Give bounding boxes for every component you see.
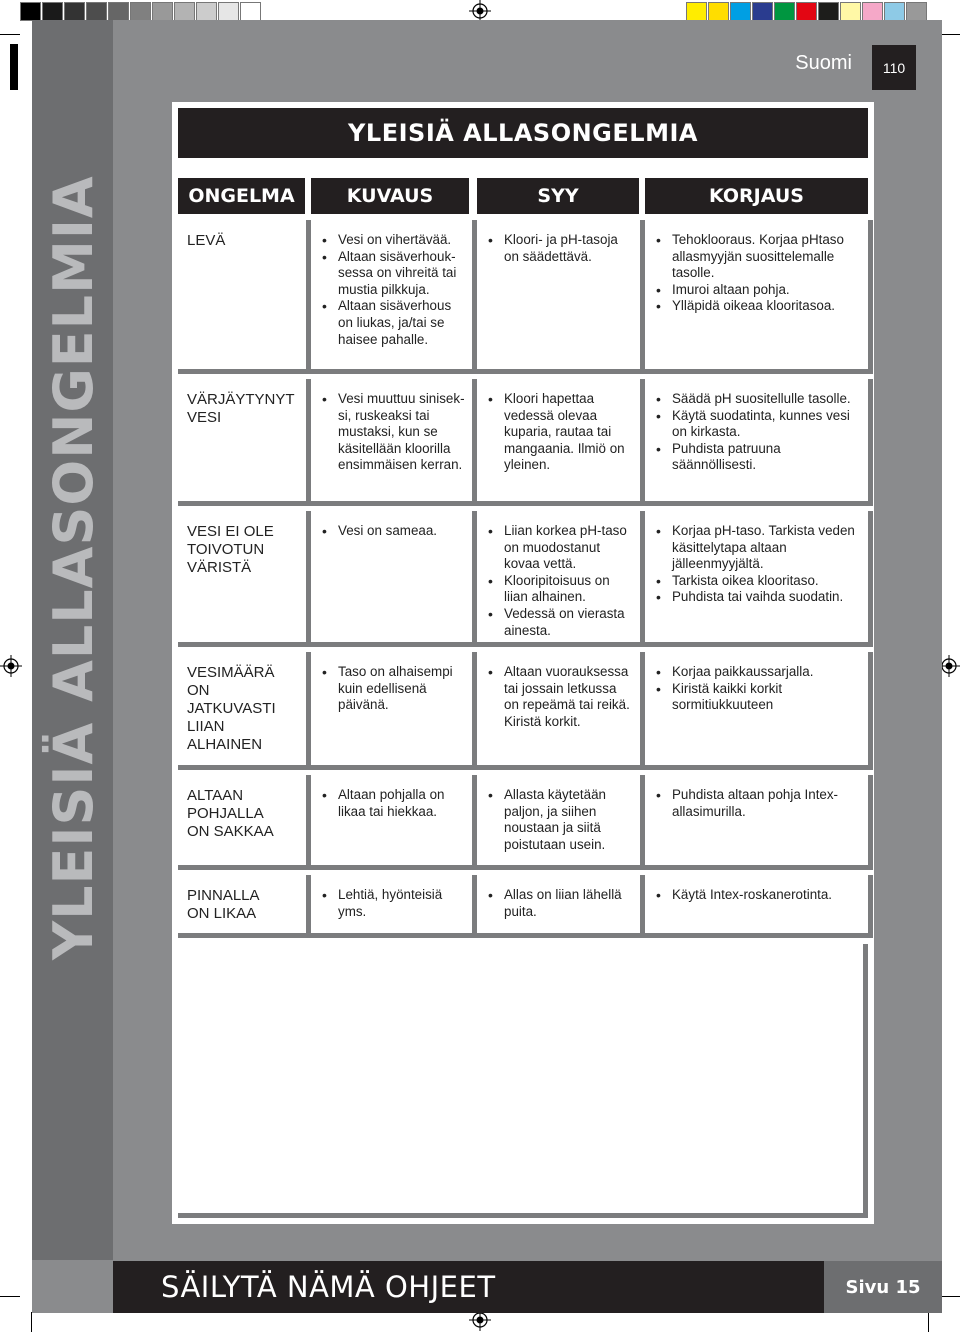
problem-label-line: JATKUVASTI	[187, 700, 276, 717]
column-header-cause: SYY	[477, 178, 639, 214]
bullet-list	[311, 511, 472, 546]
fix-cell	[645, 875, 873, 938]
calibration-swatch	[840, 2, 861, 21]
bullet-list	[477, 652, 640, 736]
crop-mark	[928, 1312, 929, 1332]
bullet-item: • Korjaa pH-taso. Tarkista veden käsittelytapa altaan jälleenmyyjältä.	[655, 523, 862, 573]
column-header-problem: ONGELMA	[178, 178, 305, 214]
bullet-list	[311, 775, 472, 826]
bullet-item: • Altaan pohjalla on likaa tai hiekkaa.	[321, 787, 466, 820]
bullet-list	[645, 875, 868, 910]
bullet-item: • Vesi on sameaa.	[321, 523, 466, 540]
calibration-swatch	[774, 2, 795, 21]
page-label: Sivu 15	[824, 1261, 942, 1313]
problem-label-line: VESI EI OLE	[187, 523, 274, 540]
bullet-item: • Taso on alhaisempi kuin edellisenä päivänä.	[321, 664, 466, 714]
calibration-swatch	[196, 2, 217, 21]
calibration-swatch	[818, 2, 839, 21]
fix-cell	[645, 652, 873, 770]
cause-cell	[477, 775, 645, 870]
problem-cell	[178, 775, 311, 870]
problem-cell	[178, 220, 311, 374]
description-cell	[311, 511, 477, 647]
calibration-swatch	[42, 2, 63, 21]
bullet-list	[645, 220, 868, 321]
cause-cell	[477, 875, 645, 938]
bullet-item: • Kloori hapettaa vedessä olevaa kuparia, rautaa tai mangaania. Ilmiö on yleinen.	[487, 391, 634, 474]
bullet-item: • Puhdista altaan pohja Intex-allasimurilla.	[655, 787, 862, 820]
bullet-item: • Lehtiä, hyönteisiä yms.	[321, 887, 466, 920]
problem-label-line: ALTAAN	[187, 787, 244, 804]
crop-mark	[0, 34, 20, 35]
cause-cell	[477, 511, 645, 647]
bullet-list	[645, 379, 868, 480]
description-cell	[311, 652, 477, 770]
problem-cell	[178, 379, 311, 506]
calibration-swatch	[862, 2, 883, 21]
fix-cell	[645, 379, 873, 506]
bullet-item: • Kiristä kaikki korkit sormitiukkuuteen	[655, 681, 862, 714]
bullet-item: • Säädä pH suositellulle tasolle.	[655, 391, 862, 408]
bullet-list	[645, 652, 868, 720]
crop-mark	[0, 1296, 20, 1297]
bullet-list	[477, 379, 640, 480]
problem-label-line: ON	[187, 682, 210, 699]
footer-notice: SÄILYTÄ NÄMÄ OHJEET	[113, 1261, 824, 1313]
problem-cell	[178, 875, 311, 938]
bullet-list	[311, 220, 472, 354]
calibration-swatch	[240, 2, 261, 21]
problem-label-line: ON LIKAA	[187, 905, 257, 922]
crop-mark	[940, 1296, 960, 1297]
bullet-list	[477, 220, 640, 271]
problem-label-line: VÄRJÄYTYNYT	[187, 391, 295, 408]
description-cell	[311, 775, 477, 870]
description-cell	[311, 875, 477, 938]
color-calibration-bar	[686, 2, 928, 21]
bullet-item: • Allasta käytetään paljon, ja siihen noustaan ja siitä poistutaan usein.	[487, 787, 634, 853]
problem-label-line: VESI	[187, 409, 222, 426]
bullet-item: • Imuroi altaan pohja.	[655, 282, 862, 299]
bullet-item: • Ylläpidä oikeaa klooritasoa.	[655, 298, 862, 315]
calibration-swatch	[130, 2, 151, 21]
calibration-swatch	[796, 2, 817, 21]
problem-label-line: LEVÄ	[187, 232, 226, 249]
calibration-swatch	[708, 2, 729, 21]
bullet-list	[477, 511, 640, 645]
bullet-list	[645, 775, 868, 826]
problem-cell	[178, 511, 311, 647]
calibration-swatch	[152, 2, 173, 21]
cause-cell	[477, 220, 645, 374]
empty-area	[178, 944, 868, 1218]
calibration-swatch	[174, 2, 195, 21]
bullet-item: • Tehoklooraus. Korjaa pHtaso allasmyyjän suosittelemalle tasolle.	[655, 232, 862, 282]
column-header-description: KUVAUS	[311, 178, 469, 214]
bullet-item: • Puhdista tai vaihda suodatin.	[655, 589, 862, 606]
bullet-item: • Klooripitoisuus on liian alhainen.	[487, 573, 634, 606]
calibration-swatch	[906, 2, 927, 21]
cause-cell	[477, 379, 645, 506]
fix-cell	[645, 775, 873, 870]
description-cell	[311, 220, 477, 374]
vertical-section-title: YLEISIÄ ALLASONGELMIA	[42, 175, 105, 960]
calibration-swatch	[884, 2, 905, 21]
column-header-fix: KORJAUS	[645, 178, 868, 214]
calibration-swatch	[218, 2, 239, 21]
bullet-item: • Liian korkea pH-taso on muodostanut kovaa vettä.	[487, 523, 634, 573]
bullet-list	[645, 511, 868, 612]
bullet-list	[311, 652, 472, 720]
bullet-item: • Vesi on vihertävää.	[321, 232, 466, 249]
registration-mark-top	[469, 0, 491, 22]
problem-label-line: ON SAKKAA	[187, 823, 274, 840]
problem-label-line: ALHAINEN	[187, 736, 263, 753]
description-cell	[311, 379, 477, 506]
problem-label-line: TOIVOTUN	[187, 541, 265, 558]
problem-label-line: LIIAN	[187, 718, 225, 735]
fix-cell	[645, 511, 873, 647]
bullet-item: • Tarkista oikea klooritaso.	[655, 573, 862, 590]
bullet-item: • Puhdista patruuna säännöllisesti.	[655, 441, 862, 474]
calibration-swatch	[64, 2, 85, 21]
table-title: YLEISIÄ ALLASONGELMIA	[178, 108, 868, 158]
bullet-item: • Altaan sisäverhous on liukas, ja/tai se haisee pahalle.	[321, 298, 466, 348]
calibration-swatch	[686, 2, 707, 21]
bullet-item: • Kloori- ja pH-tasoja on säädettävä.	[487, 232, 634, 265]
bullet-item: • Altaan sisäverhouk-sessa on vihreitä tai mustia pilkkuja.	[321, 249, 466, 299]
crop-mark	[31, 1312, 32, 1332]
crop-mark	[940, 34, 960, 35]
bullet-item: • Allas on liian lähellä puita.	[487, 887, 634, 920]
calibration-swatch	[730, 2, 751, 21]
bullet-item: • Vesi muuttuu sinisek-si, ruskeaksi tai mustaksi, kun se käsitellään kloorilla ensimmäisen kerran.	[321, 391, 466, 474]
language-label: Suomi	[795, 52, 852, 74]
problem-label-line: VÄRISTÄ	[187, 559, 252, 576]
problem-label-line: VESIMÄÄRÄ	[187, 664, 275, 681]
cause-cell	[477, 652, 645, 770]
bullet-list	[477, 775, 640, 859]
bullet-item: • Käytä suodatinta, kunnes vesi on kirkasta.	[655, 408, 862, 441]
bullet-item: • Korjaa paikkaussarjalla.	[655, 664, 862, 681]
bullet-item: • Vedessä on vierasta ainesta.	[487, 606, 634, 639]
problem-cell	[178, 652, 311, 770]
calibration-swatch	[20, 2, 41, 21]
problem-label-line: POHJALLA	[187, 805, 264, 822]
grayscale-calibration-bar	[20, 2, 262, 21]
footer-side	[32, 1261, 113, 1313]
calibration-swatch	[86, 2, 107, 21]
bullet-list	[311, 875, 472, 926]
bullet-list	[477, 875, 640, 926]
calibration-swatch	[108, 2, 129, 21]
bullet-item: • Altaan vuorauksessa tai jossain letkussa on repeämä tai reikä. Kiristä korkit.	[487, 664, 634, 730]
calibration-swatch	[752, 2, 773, 21]
page-number: 110	[872, 45, 916, 90]
bullet-item: • Käytä Intex-roskanerotinta.	[655, 887, 862, 904]
fix-cell	[645, 220, 873, 374]
registration-mark-left	[0, 655, 22, 677]
problem-label-line: PINNALLA	[187, 887, 260, 904]
crop-mark	[10, 44, 18, 90]
bullet-list	[311, 379, 472, 480]
